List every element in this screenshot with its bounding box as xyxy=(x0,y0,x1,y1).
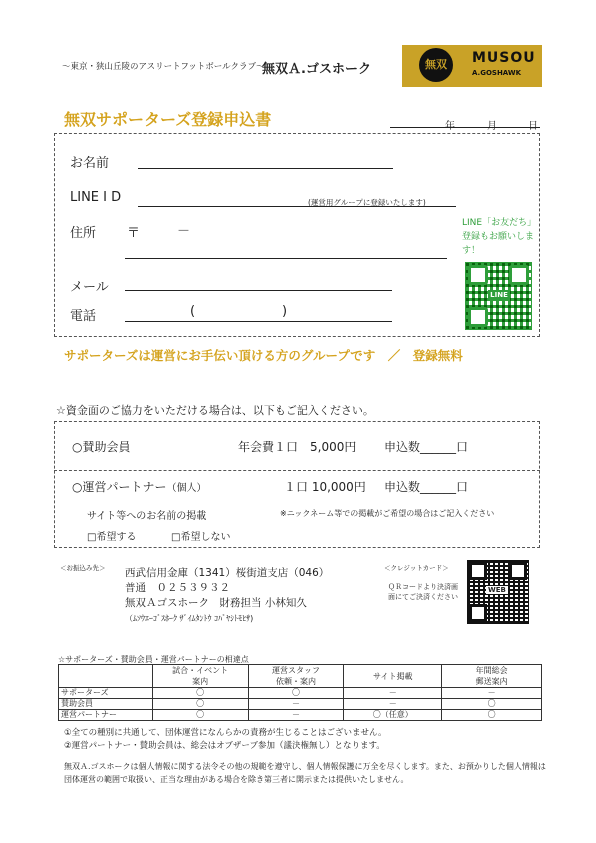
comparison-title: ☆サポーターズ・賛助会員・運営パートナーの相違点 xyxy=(58,655,249,664)
logo-text-main: MUSOU xyxy=(472,50,536,66)
site-listing-label: サイト等へのお名前の掲載 xyxy=(87,511,207,522)
email-field[interactable] xyxy=(125,290,392,291)
line-qr-label: LINE xyxy=(488,290,510,301)
partner-label xyxy=(72,478,206,495)
address-field[interactable] xyxy=(125,258,447,259)
club-subtitle: ～東京・狭山丘陵のアスリートフットボールクラブ～ xyxy=(62,62,265,72)
logo-text-sub: A.GOSHAWK xyxy=(472,69,522,77)
table-header-cell: サイト掲載 xyxy=(344,665,442,688)
qr-finder-icon xyxy=(469,562,487,580)
name-label: お名前 xyxy=(70,156,110,171)
table-row xyxy=(59,688,542,699)
qr-finder-icon xyxy=(468,265,488,285)
sponsor-label: ○賛助会員 xyxy=(72,440,131,454)
payment-qr-label: WEB xyxy=(488,586,506,594)
table-cell: 〇（任意） xyxy=(344,710,442,721)
email-label: メール xyxy=(70,280,109,295)
bank-line-2: 普通 ０２５３９３２ xyxy=(125,582,230,594)
line-friend-note: LINE「お友だち」登録もお願いします！ xyxy=(462,218,535,256)
bank-label: ＜お振込み先＞ xyxy=(60,564,106,572)
sponsor-count-field[interactable]: 申込数______口 xyxy=(384,440,469,454)
table-cell: － xyxy=(248,710,344,721)
table-header-cell: 年間総会 郵送案内 xyxy=(442,665,542,688)
table-header-cell: 試合・イベント 案内 xyxy=(152,665,248,688)
table-cell: － xyxy=(442,688,542,699)
table-cell: － xyxy=(248,699,344,710)
credit-card-note: ＱＲコードより決済画面にてご決済ください xyxy=(388,583,458,601)
date-year-label: 年 xyxy=(445,121,455,132)
table-cell: 賛助会員 xyxy=(59,699,153,710)
table-cell: 〇 xyxy=(442,710,542,721)
table-row xyxy=(59,710,542,721)
credit-card-label: ＜クレジットカード＞ xyxy=(384,564,449,572)
supporters-promo: サポーターズは運営にお手伝い頂ける方のグループです ／ 登録無料 xyxy=(64,348,463,363)
site-listing-note: ※ニックネーム等での掲載がご希望の場合はご記入ください xyxy=(280,509,495,518)
funding-divider xyxy=(54,470,540,471)
postal-mark: 〒 xyxy=(127,226,141,241)
line-id-note: (運営用グループに登録いたします) xyxy=(308,198,426,207)
qr-finder-icon xyxy=(509,265,529,285)
table-cell: 〇 xyxy=(152,688,248,699)
sponsor-fee: 年会費１口 5,000円 xyxy=(238,440,357,454)
qr-finder-icon xyxy=(509,562,527,580)
phone-label: 電話 xyxy=(70,309,97,324)
bank-line-1: 西武信用金庫（1341）桜街道支店（046） xyxy=(125,567,330,579)
payment-qr-code[interactable] xyxy=(467,560,529,624)
date-day-label: 日 xyxy=(528,121,538,132)
table-cell: 〇 xyxy=(152,699,248,710)
table-header-cell: 運営スタッフ 依頼・案内 xyxy=(248,665,344,688)
bank-line-3: 無双Ａゴスホーク 財務担当 小林知久 xyxy=(125,597,307,609)
partner-count-field[interactable]: 申込数______口 xyxy=(384,480,469,494)
table-cell: 運営パートナー xyxy=(59,710,153,721)
partner-suffix: （個人） xyxy=(166,483,207,494)
partner-fee: １口 10,000円 xyxy=(284,480,366,494)
postal-dash: － xyxy=(177,224,191,239)
bank-details xyxy=(125,566,329,626)
footnote-2: ②運営パートナー・賛助会員は、総会はオブザーブ参加（議決権無し）となります。 xyxy=(64,741,385,751)
phone-paren-open: ( xyxy=(190,304,196,319)
table-cell: － xyxy=(344,699,442,710)
club-name: 無双Ａ.ゴスホーク xyxy=(262,62,371,77)
date-month-label: 月 xyxy=(487,121,497,132)
table-cell: － xyxy=(344,688,442,699)
phone-field[interactable] xyxy=(125,321,392,322)
wish-no-checkbox[interactable]: □希望しない xyxy=(171,532,231,543)
table-cell: サポーターズ xyxy=(59,688,153,699)
phone-paren-close: ) xyxy=(282,304,288,319)
qr-finder-icon xyxy=(468,307,488,327)
partner-label-text: ○運営パートナー xyxy=(72,480,167,494)
table-cell: 〇 xyxy=(248,688,344,699)
hawk-emblem-icon: 無双 xyxy=(419,48,453,82)
table-cell: 〇 xyxy=(442,699,542,710)
table-row xyxy=(59,699,542,710)
footnote-1: ①全ての種別に共通して、団体運営になんらかの責務が生じることはございません。 xyxy=(64,728,387,738)
name-field[interactable] xyxy=(138,168,393,169)
line-id-label: LINE I D xyxy=(70,190,122,205)
form-title: 無双サポーターズ登録申込書 xyxy=(64,110,272,129)
address-label: 住所 xyxy=(70,226,97,241)
funding-intro: ☆資金面のご協力をいただける場合は、以下もご記入ください。 xyxy=(56,404,374,417)
table-header-cell xyxy=(59,665,153,688)
date-line xyxy=(390,127,540,128)
wish-yes-checkbox[interactable]: □希望する xyxy=(87,532,137,543)
table-cell: 〇 xyxy=(152,710,248,721)
comparison-table xyxy=(58,664,542,721)
line-qr-code[interactable] xyxy=(465,262,532,330)
privacy-policy: 無双Ａ.ゴスホークは個人情報に関する法令その他の規範を遵守し、個人情報保護に万全を尽くします。また、お預かりした個人情報は団体運営の範囲で取扱い、正当な理由がある場合を除き第三者に開示または提供いたしません。 xyxy=(64,762,546,784)
bank-line-4: （ﾑｿｳｴｰｺﾞｽﾎｰｸ ｻﾞｲﾑﾀﾝﾄｳ ｺﾊﾞﾔｼﾄﾓﾋｻ) xyxy=(125,614,254,623)
club-logo xyxy=(402,45,542,87)
qr-finder-icon xyxy=(469,604,487,622)
table-header-row xyxy=(59,665,542,688)
